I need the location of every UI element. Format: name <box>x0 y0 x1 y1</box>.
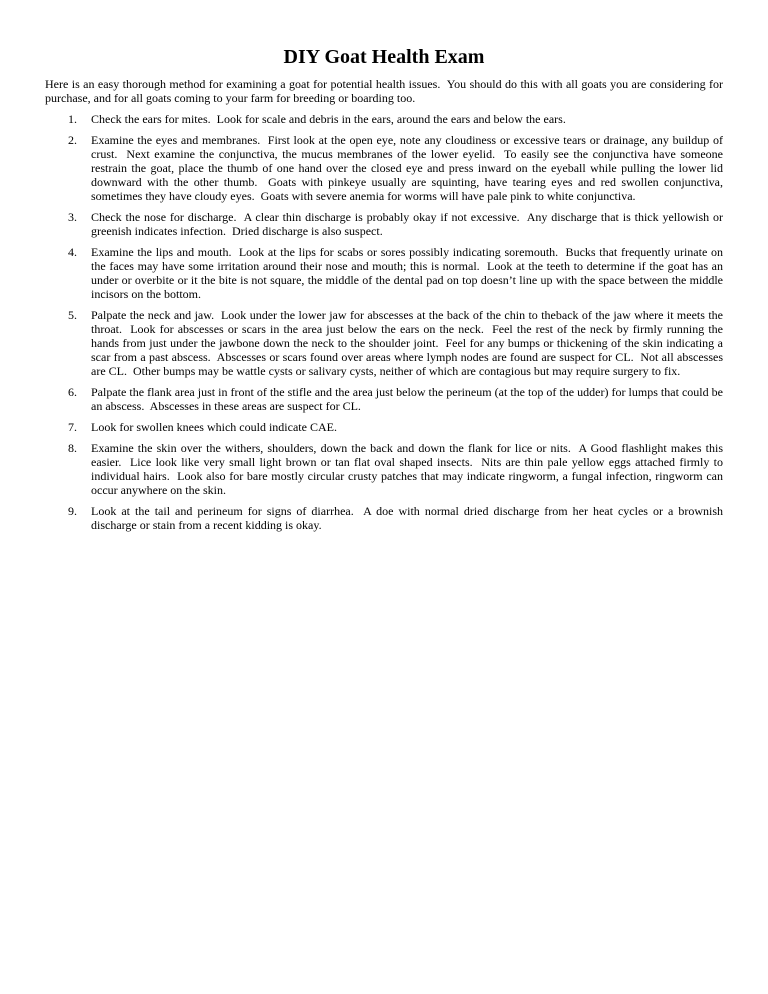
item-number: 3. <box>68 210 77 224</box>
exam-steps-list <box>45 112 723 532</box>
list-item <box>68 441 723 497</box>
item-number: 4. <box>68 245 77 259</box>
item-number: 8. <box>68 441 77 455</box>
item-number: 2. <box>68 133 77 147</box>
list-item <box>68 308 723 378</box>
item-text: Examine the eyes and membranes. First look at the open eye, note any cloudiness or excessive tears or drainage, any buildup of crust. Next examine the conjunctiva, the mucus membranes of the lower eyelid. To easily see the conjunctiva have someone restrain the goat, place the thumb of one hand over the closed eye and press inward on the eyeball while pulling the lower lid downward with the other thumb. Goats with pinkeye usually are squinting, have tearing eyes and red swollen conjunctiva, sometimes they have cloudy eyes. Goats with severe anemia for worms will have pale pink to white conjunctiva. <box>91 133 723 203</box>
item-text: Palpate the flank area just in front of the stifle and the area just below the perineum (at the top of the udder) for lumps that could be an abscess. Abscesses in these areas are suspect for CL. <box>91 385 723 413</box>
item-text: Examine the skin over the withers, shoulders, down the back and down the flank for lice or nits. A Good flashlight makes this easier. Lice look like very small light brown or tan flat oval shaped insects. Nits are thin pale yellow eggs attached firmly to individual hairs. Look also for bare mostly circular crusty patches that may indicate ringworm, a fungal infection, ringworm can occur anywhere on the skin. <box>91 441 723 497</box>
list-item <box>68 133 723 203</box>
item-number: 5. <box>68 308 77 322</box>
item-number: 6. <box>68 385 77 399</box>
list-item <box>68 210 723 238</box>
item-text: Check the ears for mites. Look for scale and debris in the ears, around the ears and below the ears. <box>91 112 566 126</box>
item-number: 7. <box>68 420 77 434</box>
item-text: Look at the tail and perineum for signs of diarrhea. A doe with normal dried discharge from her heat cycles or a brownish discharge or stain from a recent kidding is okay. <box>91 504 723 532</box>
list-item <box>68 504 723 532</box>
page-title: DIY Goat Health Exam <box>283 46 485 68</box>
list-item <box>68 112 723 126</box>
item-number: 1. <box>68 112 77 126</box>
item-number: 9. <box>68 504 77 518</box>
item-text: Look for swollen knees which could indicate CAE. <box>91 420 337 434</box>
list-item <box>68 385 723 413</box>
item-text: Check the nose for discharge. A clear thin discharge is probably okay if not excessive. Any discharge that is thick yellowish or greenish indicates infection. Dried discharge is also suspect. <box>91 210 723 238</box>
intro-paragraph: Here is an easy thorough method for examining a goat for potential health issues. You should do this with all goats you are considering for purchase, and for all goats coming to your farm for breeding or boarding too. <box>45 77 723 105</box>
list-item <box>68 245 723 301</box>
item-text: Examine the lips and mouth. Look at the lips for scabs or sores possibly indicating soremouth. Bucks that frequently urinate on the faces may have some irritation around their nose and mouth; this is normal. Look at the teeth to determine if the goat has an under or overbite or it the bite is not square, the middle of the dental pad on top doesn’t line up with the space between the middle incisors on the bottom. <box>91 245 723 301</box>
item-text: Palpate the neck and jaw. Look under the lower jaw for abscesses at the back of the chin to theback of the jaw where it meets the throat. Look for abscesses or scars in the area just below the ears on the neck. Feel the rest of the neck by firmly running the hands from just under the jawbone down the neck to the shoulder joint. Feel for any bumps or thickening of the skin indicating a scar from a past abscess. Abscesses or scars found over areas where lymph nodes are found are suspect for CL. Not all abscesses are CL. Other bumps may be wattle cysts or salivary cysts, neither of which are contagious but may require surgery to fix. <box>91 308 723 378</box>
list-item <box>68 420 723 434</box>
